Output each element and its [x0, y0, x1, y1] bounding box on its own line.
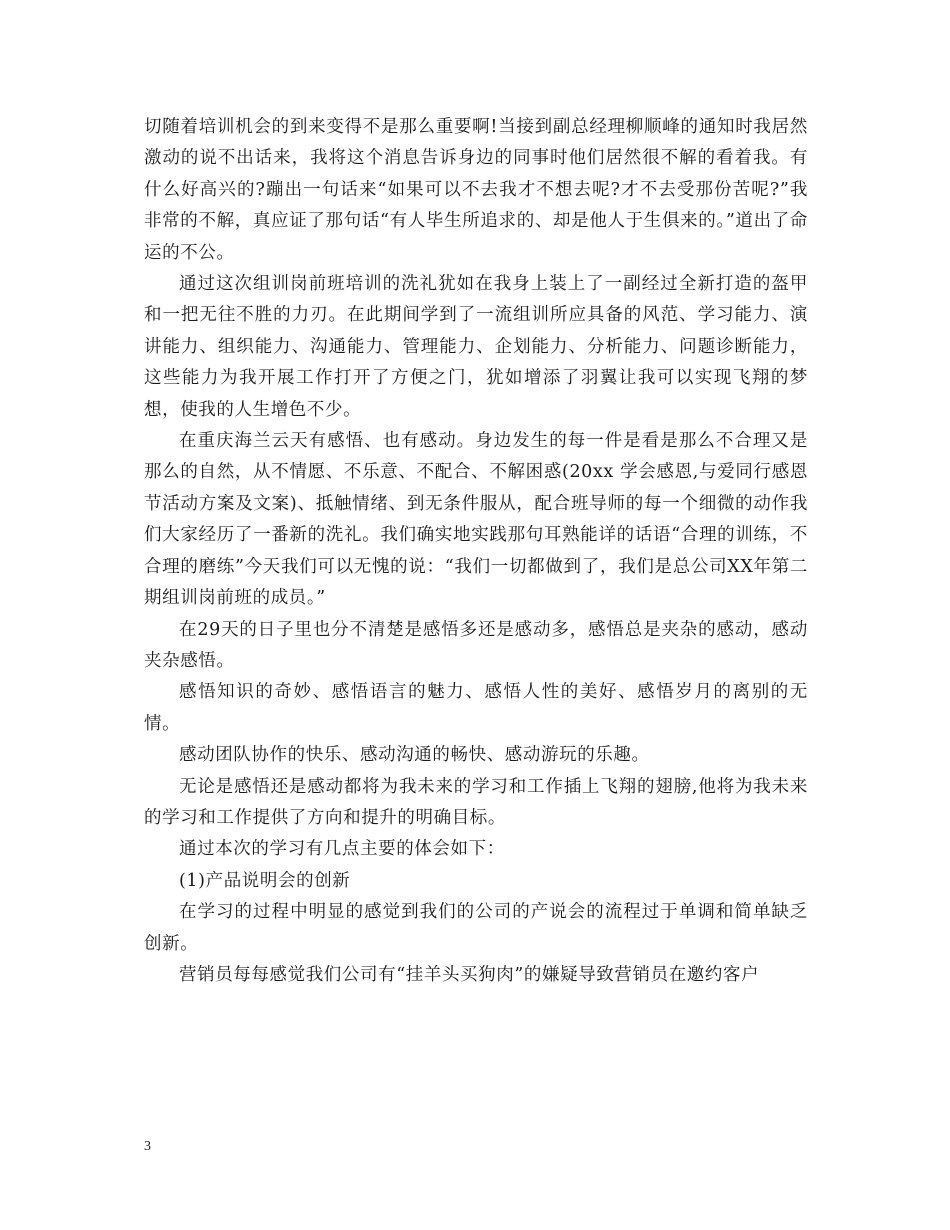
paragraph: 在29天的日子里也分不清楚是感悟多还是感动多，感悟总是夹杂的感动，感动夹杂感悟。: [144, 619, 808, 671]
paragraph: (1)产品说明会的创新: [179, 870, 351, 891]
paragraph: 通过本次的学习有几点主要的体会如下：: [179, 839, 505, 860]
paragraph: 通过这次组训岗前班培训的洗礼犹如在我身上装上了一副经过全新打造的盔甲和一把无往不胜的力刃。在此期间学到了一流组训所应具备的风范、学习能力、演讲能力、组织能力、沟通能力、管理能力、企划能力、分析能力、问题诊断能力，这些能力为我开展工作打开了方便之门，犹如增添了羽翼让我可以实现飞翔的梦想，使我的人生增色不少。: [144, 274, 808, 420]
paragraph: 无论是感悟还是感动都将为我未来的学习和工作插上飞翔的翅膀,他将为我未来的学习和工作提供了方向和提升的明确目标。: [144, 776, 808, 828]
page-number: 3: [144, 1139, 151, 1154]
paragraph: 感动团队协作的快乐、感动沟通的畅快、感动游玩的乐趣。: [179, 745, 650, 766]
paragraph: 切随着培训机会的到来变得不是那么重要啊!当接到副总经理柳顺峰的通知时我居然激动的说不出话来，我将这个消息告诉身边的同事时他们居然很不解的看着我。有什么好高兴的?蹦出一句话来“如果可以不去我才不想去呢?才不去受那份苦呢?”我非常的不解，真应证了那句话“有人毕生所追求的、却是他人于生俱来的。”道出了命运的不公。: [144, 117, 808, 263]
paragraph: 营销员每每感觉我们公司有“挂羊头买狗肉”的嫌疑导致营销员在邀约客户: [179, 964, 760, 985]
paragraph: 在重庆海兰云天有感悟、也有感动。身边发生的每一件是看是那么不合理又是那么的自然，从不情愿、不乐意、不配合、不解困惑(20xx 学会感恩,与爱同行感恩节活动方案及文案)、抵触情绪、到无条件服从，配合班导师的每一个细微的动作我们大家经历了一番新的洗礼。我们确实地实践那句耳熟能详的话语“合理的训练，不合理的磨练”今天我们可以无愧的说：“我们一切都做到了，我们是总公司XX年第二期组训岗前班的成员。”: [144, 431, 808, 609]
paragraph: 在学习的过程中明显的感觉到我们的公司的产说会的流程过于单调和简单缺乏创新。: [144, 902, 808, 954]
paragraph: 感悟知识的奇妙、感悟语言的魅力、感悟人性的美好、感悟岁月的离别的无情。: [144, 682, 808, 734]
body-text: [144, 112, 808, 991]
